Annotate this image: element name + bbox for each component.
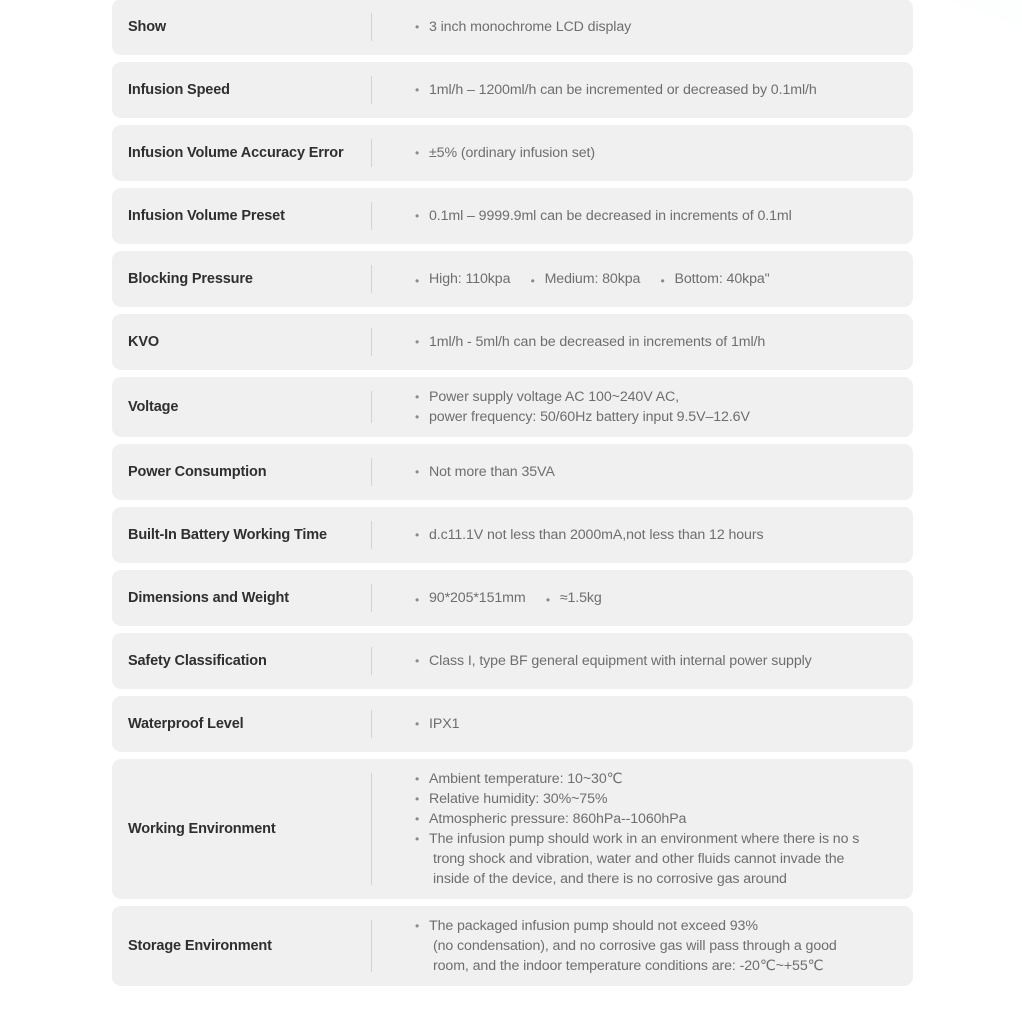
spec-row-label: Blocking Pressure: [128, 270, 253, 287]
spec-row: [112, 62, 913, 118]
spec-row-value: [372, 70, 913, 110]
spec-row: [112, 444, 913, 500]
spec-value-segment: • 90*205*151mm: [414, 590, 526, 606]
spec-row: [112, 251, 913, 307]
spec-value-segment: • Medium: 80kpa: [530, 271, 641, 287]
specification-table: [112, 0, 913, 986]
spec-row-label: Dimensions and Weight: [128, 589, 289, 606]
spec-row: [112, 188, 913, 244]
spec-value-item-line: (no condensation), and no corrosive gas will pass through a good: [433, 938, 837, 954]
spec-value-item: [414, 829, 895, 889]
spec-row: [112, 906, 913, 986]
spec-value-list: [414, 17, 895, 37]
spec-value-item: • Not more than 35VA: [414, 462, 895, 482]
spec-row: [112, 125, 913, 181]
spec-value-segment: • High: 110kpa: [414, 271, 510, 287]
spec-value-item: • power frequency: 50/60Hz battery input 9.5V–12.6V: [414, 407, 895, 427]
spec-value-item: • Power supply voltage AC 100~240V AC,: [414, 387, 895, 407]
spec-value-list: [414, 525, 895, 545]
spec-row-value: [372, 704, 913, 744]
spec-row-label: Infusion Volume Accuracy Error: [128, 144, 344, 161]
spec-row: [112, 314, 913, 370]
spec-value-item-line: The packaged infusion pump should not exceed 93%: [429, 918, 758, 934]
spec-value-item: • Atmospheric pressure: 860hPa--1060hPa: [414, 809, 895, 829]
spec-row-label: Built-In Battery Working Time: [128, 526, 327, 543]
spec-value-item: • ±5% (ordinary infusion set): [414, 143, 895, 163]
spec-row-label: Waterproof Level: [128, 715, 244, 732]
spec-row-value: [372, 580, 913, 616]
spec-value-list: [414, 206, 895, 226]
spec-value-item: • Relative humidity: 30%~75%: [414, 789, 895, 809]
spec-row: [112, 507, 913, 563]
spec-row: [112, 377, 913, 437]
spec-value-item: • 0.1ml – 9999.9ml can be decreased in increments of 0.1ml: [414, 206, 895, 226]
spec-value-list: [414, 769, 895, 889]
spec-value-segment-line: [414, 590, 895, 606]
spec-row-value: [372, 515, 913, 555]
spec-value-segment-line: [414, 271, 895, 287]
spec-value-list: [414, 714, 895, 734]
spec-value-item-line: The infusion pump should work in an environment where there is no s: [429, 831, 860, 847]
spec-row-label: Safety Classification: [128, 652, 267, 669]
spec-value-segment: • Bottom: 40kpa": [660, 271, 770, 287]
spec-row: [112, 633, 913, 689]
spec-row-label: Show: [128, 18, 167, 35]
spec-row-label: Working Environment: [128, 820, 276, 837]
spec-row-label: Infusion Volume Preset: [128, 207, 285, 224]
spec-value-list: [414, 143, 895, 163]
spec-row-value: [372, 906, 913, 986]
spec-value-list: [414, 387, 895, 427]
spec-row-label: KVO: [128, 333, 159, 350]
spec-value-list: [414, 462, 895, 482]
spec-row: [112, 696, 913, 752]
spec-value-item: • 1ml/h - 5ml/h can be decreased in increments of 1ml/h: [414, 332, 895, 352]
spec-value-list: [414, 332, 895, 352]
spec-row-value: [372, 133, 913, 173]
spec-value-item-line: inside of the device, and there is no corrosive gas around: [433, 871, 787, 887]
spec-value-segment: • ≈1.5kg: [545, 590, 602, 606]
spec-value-item: [414, 916, 895, 976]
spec-value-item: • IPX1: [414, 714, 895, 734]
spec-row-value: [372, 641, 913, 681]
spec-value-item-line: trong shock and vibration, water and other fluids cannot invade the: [433, 851, 845, 867]
spec-row-value: [372, 7, 913, 47]
spec-value-list: [414, 916, 895, 976]
spec-value-item: • 3 inch monochrome LCD display: [414, 17, 895, 37]
spec-row-value: [372, 377, 913, 437]
spec-value-item: • Ambient temperature: 10~30℃: [414, 769, 895, 789]
spec-row-label: Power Consumption: [128, 463, 267, 480]
spec-row: [112, 0, 913, 55]
spec-value-list: [414, 80, 895, 100]
spec-row-value: [372, 759, 913, 899]
spec-value-list: [414, 651, 895, 671]
spec-row: [112, 759, 913, 899]
spec-row: [112, 570, 913, 626]
spec-value-item: • d.c11.1V not less than 2000mA,not less than 12 hours: [414, 525, 895, 545]
corner-gradient-artifact: [952, 0, 1022, 34]
spec-row-value: [372, 452, 913, 492]
spec-row-label: Voltage: [128, 398, 179, 415]
spec-value-item: • 1ml/h – 1200ml/h can be incremented or decreased by 0.1ml/h: [414, 80, 895, 100]
spec-row-label: Storage Environment: [128, 937, 272, 954]
spec-value-item: • Class I, type BF general equipment with internal power supply: [414, 651, 895, 671]
spec-row-value: [372, 196, 913, 236]
spec-value-item-line: room, and the indoor temperature conditions are: -20℃~+55℃: [433, 958, 824, 974]
spec-row-value: [372, 322, 913, 362]
spec-row-value: [372, 261, 913, 297]
spec-row-label: Infusion Speed: [128, 81, 230, 98]
